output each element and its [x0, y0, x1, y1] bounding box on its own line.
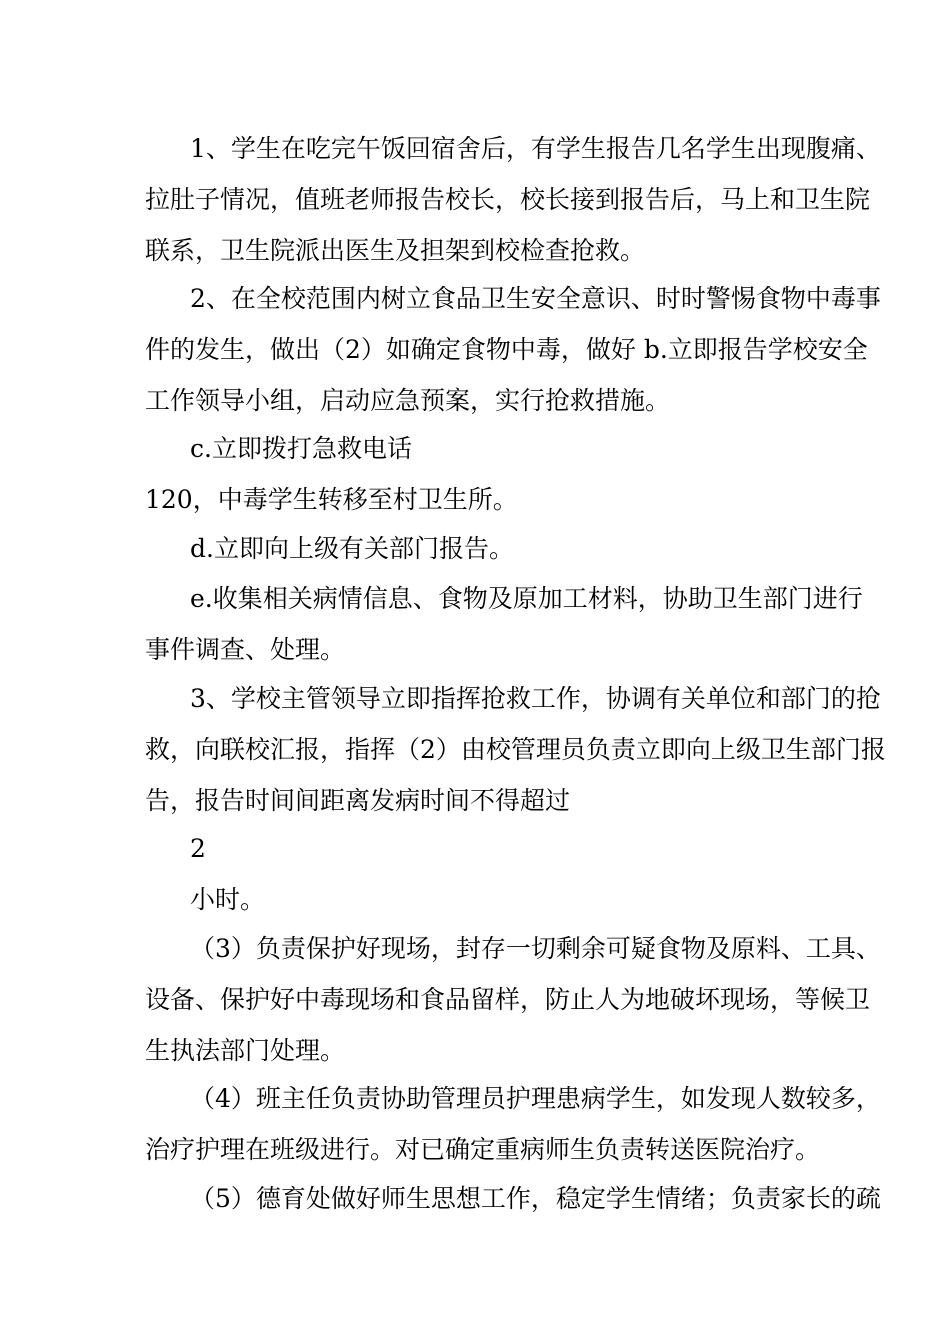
text-line-9: d.立即向上级有关部门报告。: [190, 534, 514, 563]
text-line-11: 事件调查、处理。: [145, 635, 346, 664]
text-line-10: e.收集相关病情信息、食物及原加工材料，协助卫生部门进行: [190, 584, 863, 613]
text-line-18: 设备、保护好中毒现场和食品留样，防止人为地破坏现场，等候卫: [145, 985, 871, 1014]
text-line-6: 工作领导小组，启动应急预案，实行抢救措施。: [145, 386, 671, 415]
text-line-17: （3）负责保护好现场，封存一切剩余可疑食物及原料、工具、: [190, 934, 881, 963]
text-line-3: 联系，卫生院派出医生及担架到校检查抢救。: [145, 236, 646, 265]
text-line-16: 小时。: [190, 885, 266, 914]
text-line-15: 2: [190, 834, 206, 863]
text-line-21: 治疗护理在班级进行。对已确定重病师生负责转送医院治疗。: [145, 1135, 821, 1164]
text-line-7: c.立即拨打急救电话: [190, 434, 412, 463]
text-line-22: （5）德育处做好师生思想工作，稳定学生情绪；负责家长的疏: [190, 1184, 881, 1213]
text-line-13: 救，向联校汇报，指挥（2）由校管理员负责立即向上级卫生部门报: [145, 735, 886, 764]
text-line-19: 生执法部门处理。: [145, 1036, 346, 1065]
text-line-4: 2、在全校范围内树立食品卫生安全意识、时时警惕食物中毒事: [190, 284, 881, 313]
text-line-12: 3、学校主管领导立即指挥抢救工作，协调有关单位和部门的抢: [190, 684, 881, 713]
text-line-8: 120，中毒学生转移至村卫生所。: [145, 485, 518, 514]
text-line-20: （4）班主任负责协助管理员护理患病学生，如发现人数较多，: [190, 1084, 881, 1113]
text-line-14: 告，报告时间间距离发病时间不得超过: [145, 786, 571, 815]
text-line-5: 件的发生，做出（2）如确定食物中毒，做好 b.立即报告学校安全: [145, 335, 868, 364]
text-line-2: 拉肚子情况，值班老师报告校长，校长接到报告后，马上和卫生院: [145, 185, 871, 214]
text-line-1: 1、学生在吃完午饭回宿舍后，有学生报告几名学生出现腹痛、: [190, 134, 881, 163]
